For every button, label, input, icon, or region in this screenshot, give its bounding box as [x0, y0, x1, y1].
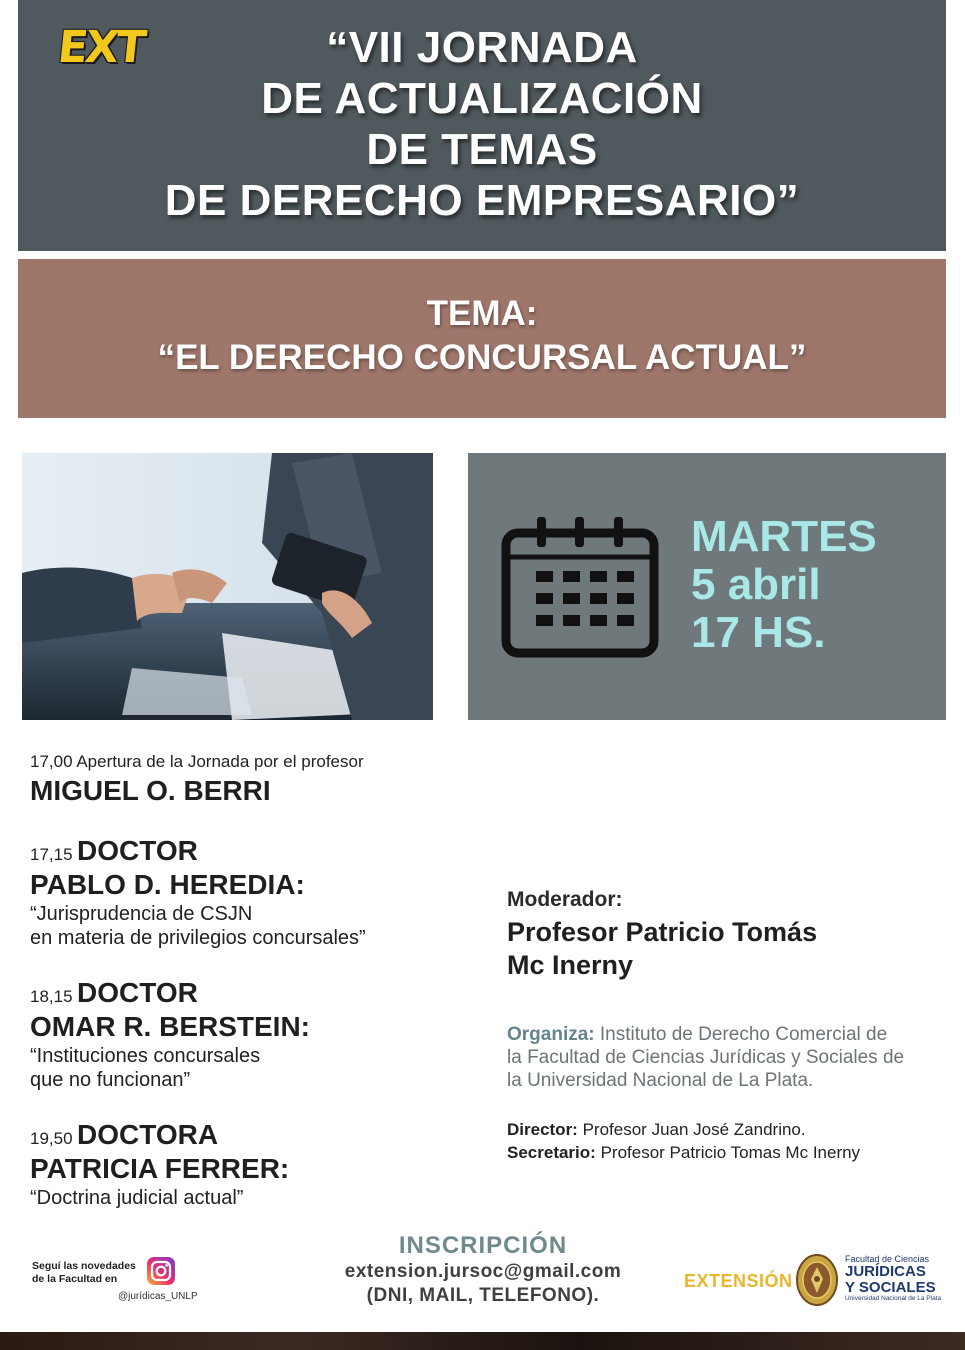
talk-speaker: PABLO D. HEREDIA:	[30, 869, 305, 900]
inscription	[300, 1232, 666, 1308]
faculty-main-2: Y SOCIALES	[845, 1279, 936, 1296]
program-talk	[30, 1118, 480, 1210]
event-title-line: “VII JORNADA	[326, 23, 638, 72]
date-box	[468, 453, 946, 720]
handshake-photo	[22, 453, 433, 720]
event-title	[18, 22, 946, 226]
program-talk	[30, 834, 480, 950]
organizer	[507, 1023, 907, 1092]
talk-topic: “Doctrina judicial actual”	[30, 1187, 244, 1209]
director	[507, 1118, 907, 1141]
handshake-illustration	[22, 453, 433, 720]
opening-speaker: MIGUEL O. BERRI	[30, 775, 271, 806]
tema-band	[18, 259, 946, 418]
secretary	[507, 1141, 907, 1164]
talk-time: 17,15	[30, 845, 73, 864]
talk-time: 19,50	[30, 1129, 73, 1148]
inscription-note: (DNI, MAIL, TELEFONO).	[366, 1285, 600, 1306]
talk-topic: en materia de privilegios concursales”	[30, 927, 366, 949]
extension-label: EXTENSIÓN	[684, 1271, 793, 1291]
talk-topic: “Jurisprudencia de CSJN	[30, 903, 253, 925]
date-day: MARTES	[691, 512, 877, 561]
program-talk	[30, 976, 480, 1092]
event-title-line: DE ACTUALIZACIÓN	[261, 74, 703, 123]
social-text: Seguí las novedades de la Facultad en	[32, 1260, 136, 1285]
talk-speaker: OMAR R. BERSTEIN:	[30, 1011, 310, 1042]
date-time: 17 HS.	[691, 608, 826, 657]
moderator-name-line: Profesor Patricio Tomás	[507, 917, 818, 947]
talk-speaker: PATRICIA FERRER:	[30, 1153, 290, 1184]
info-column	[507, 886, 907, 1164]
moderator-name	[507, 916, 907, 982]
director-label: Director:	[507, 1120, 578, 1139]
tema-label: TEMA:	[426, 294, 538, 333]
inscription-title: INSCRIPCIÓN	[398, 1232, 568, 1259]
inscription-email[interactable]: extension.jursoc@gmail.com	[344, 1261, 622, 1282]
talk-title: DOCTOR	[77, 977, 198, 1008]
faculty-logo	[845, 1255, 955, 1303]
opening-text: 17,00 Apertura de la Jornada por el profesor	[30, 752, 364, 771]
talk-title: DOCTOR	[77, 835, 198, 866]
talk-time: 18,15	[30, 987, 73, 1006]
calendar-icon	[500, 513, 660, 659]
talk-topic: que no funcionan”	[30, 1069, 191, 1091]
program	[30, 750, 480, 1236]
director-name: Profesor Juan José Zandrino.	[582, 1120, 806, 1139]
social-handle[interactable]: @jurídicas_UNLP	[118, 1291, 198, 1302]
faculty-sub: Universidad Nacional de La Plata	[845, 1295, 942, 1302]
faculty-top: Facultad de Ciencias	[845, 1254, 930, 1264]
tema-title: “EL DERECHO CONCURSAL ACTUAL”	[157, 338, 807, 377]
moderator-label: Moderador:	[507, 888, 623, 911]
instagram-icon[interactable]	[146, 1256, 176, 1286]
event-title-line: DE TEMAS	[366, 125, 598, 174]
organizer-label: Organiza:	[507, 1024, 595, 1045]
faculty-main-1: JURÍDICAS	[845, 1263, 926, 1280]
event-title-line: DE DERECHO EMPRESARIO”	[164, 176, 800, 225]
ext-logo: EXT	[55, 22, 146, 73]
university-seal-icon	[795, 1253, 839, 1307]
staff	[507, 1118, 907, 1164]
bottom-strip	[0, 1332, 965, 1350]
secretary-name: Profesor Patricio Tomas Mc Inerny	[600, 1143, 861, 1162]
date-date: 5 abril	[691, 560, 821, 609]
program-opening	[30, 750, 480, 808]
secretary-label: Secretario:	[507, 1143, 596, 1162]
talk-title: DOCTORA	[77, 1119, 219, 1150]
moderator-name-line: Mc Inerny	[507, 950, 634, 980]
talk-topic: “Instituciones concursales	[30, 1045, 261, 1067]
organizer-text: Instituto de Derecho Comercial de la Facultad de Ciencias Jurídicas y Sociales de la Universidad Nacional de La Plata.	[507, 1024, 905, 1091]
date-text	[691, 513, 877, 657]
